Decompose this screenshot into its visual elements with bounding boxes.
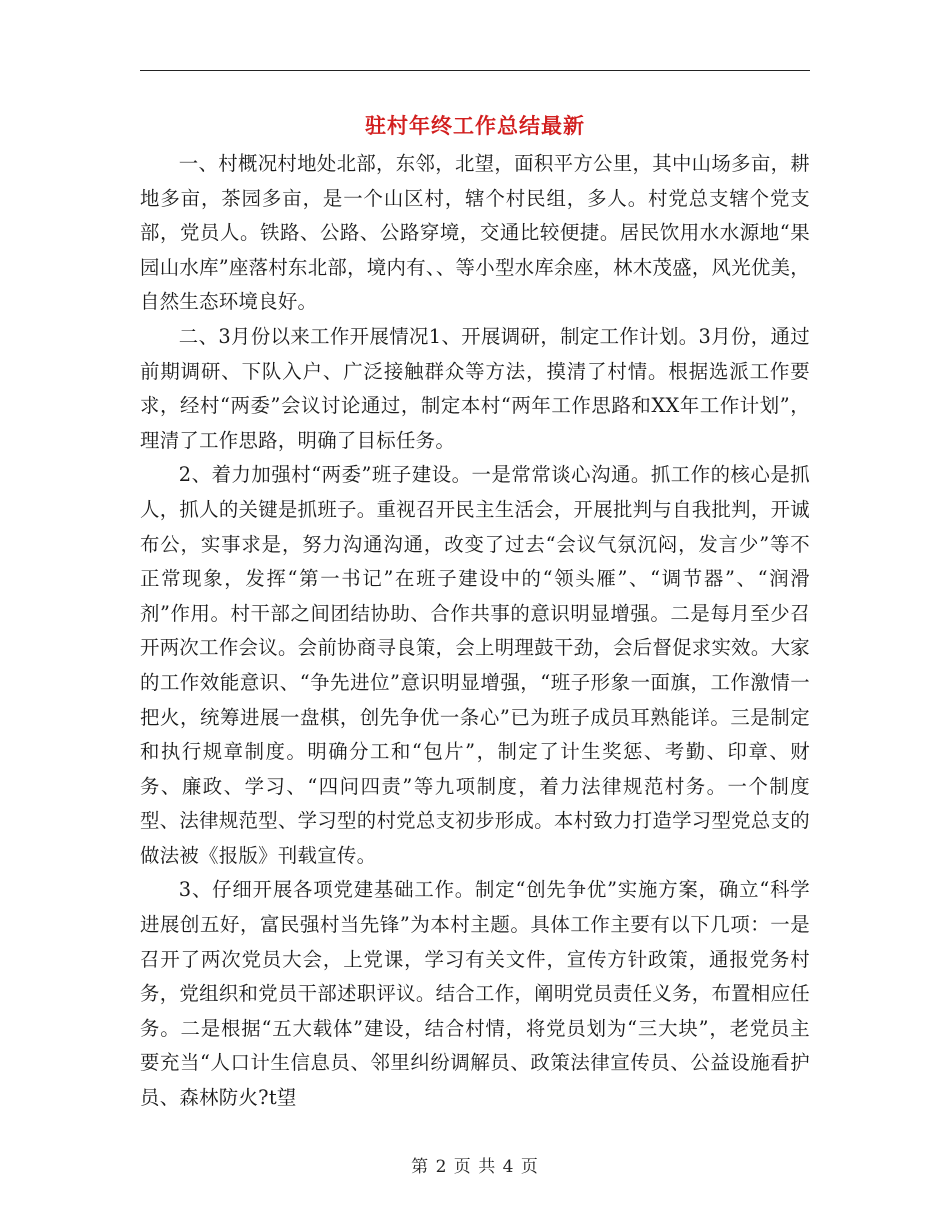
paragraph-work-progress: 二、3月份以来工作开展情况1、开展调研，制定工作计划。3月份，通过前期调研、下队入户、广泛接触群众等方法，摸清了村情。根据选派工作要求，经村“两委”会议讨论通过，制定本村“两年工作思路和XX年工作计划”，理清了工作思路，明确了目标任务。 <box>140 324 810 452</box>
document-body <box>140 147 810 1116</box>
paragraph-party-building: 3、仔细开展各项党建基础工作。制定“创先争优”实施方案，确立“科学进展创五好，富民强村当先锋”为本村主题。具体工作主要有以下几项：一是召开了两次党员大会，上党课，学习有关文件，宣传方针政策，通报党务村务，党组织和党员干部述职评议。结合工作，阐明党员责任义务，布置相应任务。二是根据“五大载体”建设，结合村情，将党员划为“三大块”，老党员主要充当“人口计生信息员、邻里纠纷调解员、政策法律宣传员、公益设施看护员、森林防火?t望 <box>140 878 810 1110</box>
header-rule <box>140 70 810 71</box>
document-title: 驻村年终工作总结最新 <box>365 113 585 138</box>
paragraph-team-building: 2、着力加强村“两委”班子建设。一是常常谈心沟通。抓工作的核心是抓人，抓人的关键是抓班子。重视召开民主生活会，开展批判与自我批判，开诚布公，实事求是，努力沟通沟通，改变了过去“会议气氛沉闷，发言少”等不正常现象，发挥“第一书记”在班子建设中的“领头雁”、“调节器”、“润滑剂”作用。村干部之间团结协助、合作共事的意识明显增强。二是每月至少召开两次工作会议。会前协商寻良策，会上明理鼓干劲，会后督促求实效。大家的工作效能意识、“争先进位”意识明显增强，“班子形象一面旗，工作激情一把火，统筹进展一盘棋，创先争优一条心”已为班子成员耳熟能详。三是制定和执行规章制度。明确分工和“包片”，制定了计生奖惩、考勤、印章、财务、廉政、学习、“四问四责”等九项制度，着力法律规范村务。一个制度型、法律规范型、学习型的村党总支初步形成。本村致力打造学习型党总支的做法被《报版》刊载宣传。 <box>140 463 810 867</box>
paragraph-village-overview: 一、村概况村地处北部，东邻，北望，面积平方公里，其中山场多亩，耕地多亩，茶园多亩，是一个山区村，辖个村民组，多人。村党总支辖个党支部，党员人。铁路、公路、公路穿境，交通比较便捷。居民饮用水水源地“果园山水库”座落村东北部，境内有、、等小型水库余座，林木茂盛，风光优美，自然生态环境良好。 <box>140 152 810 314</box>
page-number-footer: 第 2 页 共 4 页 <box>411 1157 539 1177</box>
